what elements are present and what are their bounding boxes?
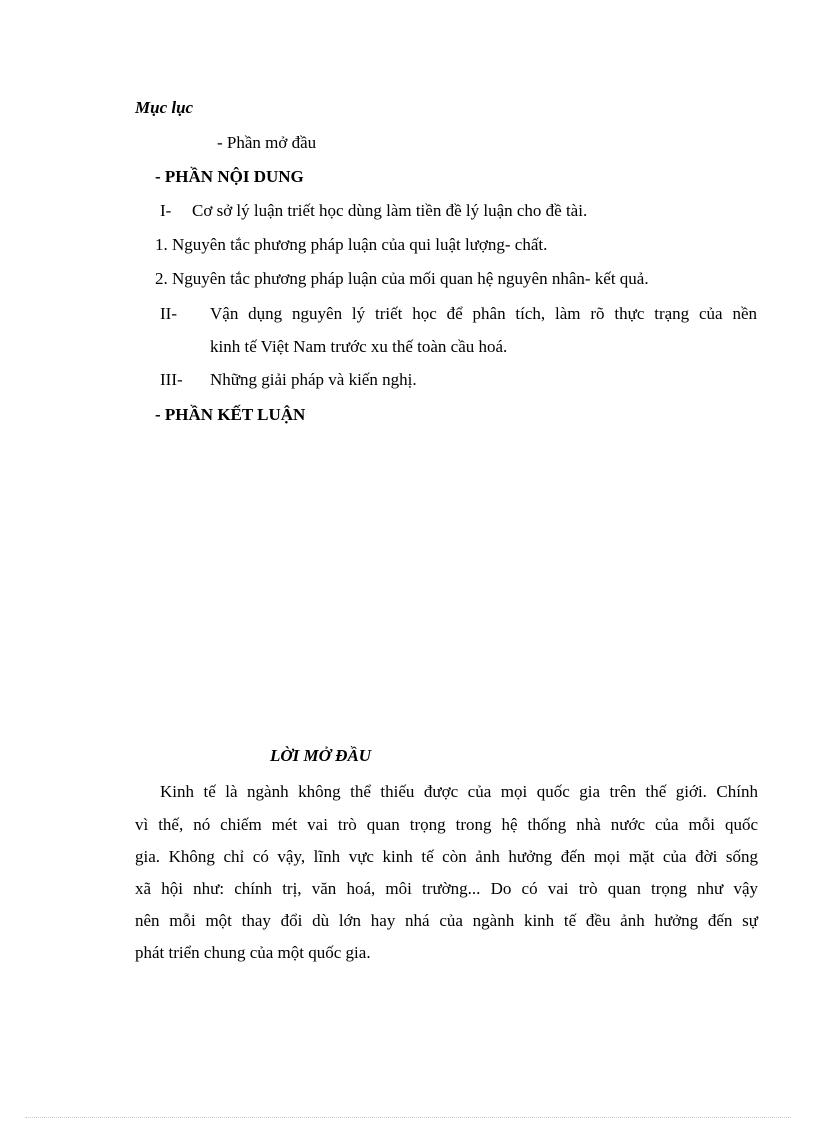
toc-item-3-marker: III- [160,370,183,389]
toc-content-heading: - PHẦN NỘI DUNG [155,167,304,186]
toc-sub-item-2: 2. Nguyên tắc phương pháp luận của mối quan hệ nguyên nhân- kết quả. [155,269,649,288]
toc-title: Mục lục [135,98,194,117]
preface-line-2: vì thế, nó chiếm mét vai trò quan trọng trong hệ thống nhà nước của mỗi quốc [135,815,758,834]
preface-title: LỜI MỞ ĐẦU [270,746,372,765]
toc-item-3-text: Những giải pháp và kiến nghị. [210,370,417,389]
toc-item-2-marker: II- [160,304,177,323]
preface-line-6: phát triển chung của một quốc gia. [135,943,371,962]
toc-item-2-line-2: kinh tế Việt Nam trước xu thế toàn cầu hoá. [210,337,508,356]
preface-line-1: Kinh tế là ngành không thể thiếu được của mọi quốc gia trên thế giới. Chính [160,782,758,801]
toc-conclusion-heading: - PHẦN KẾT LUẬN [155,405,306,424]
toc-intro: - Phần mở đầu [217,133,317,152]
preface-line-4: xã hội như: chính trị, văn hoá, môi trường... Do có vai trò quan trọng như vậy [135,879,758,898]
preface-line-3: gia. Không chỉ có vậy, lĩnh vực kinh tế còn ảnh hưởng đến mọi mặt của đời sống [135,847,758,866]
toc-item-1-marker: I- [160,201,172,220]
toc-item-2-line-1: Vận dụng nguyên lý triết học để phân tích, làm rõ thực trạng của nền [210,304,757,323]
toc-sub-item-1: 1. Nguyên tắc phương pháp luận của qui luật lượng- chất. [155,235,548,254]
preface-line-5: nên mỗi một thay đổi dù lớn hay nhá của ngành kinh tế đều ảnh hưởng đến sự [135,911,758,930]
page-bottom-divider [25,1117,791,1118]
toc-item-1-text: Cơ sở lý luận triết học dùng làm tiền đề lý luận cho đề tài. [192,201,588,220]
